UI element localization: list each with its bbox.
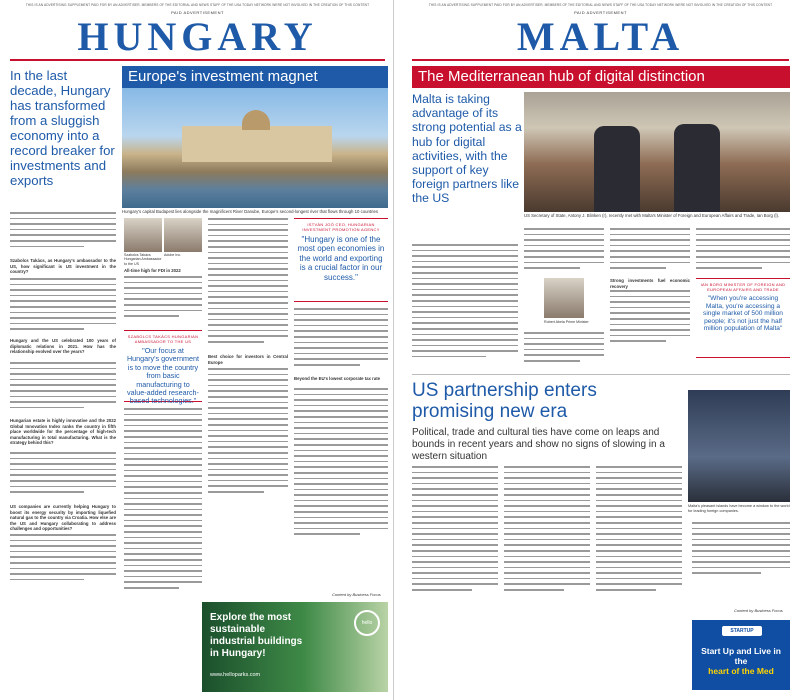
ambassador-portrait <box>124 218 162 252</box>
body-text <box>412 244 518 361</box>
prime-minister-portrait <box>544 278 584 318</box>
pull-quote-ambassador <box>124 330 202 406</box>
pull-quote-borg <box>696 278 790 358</box>
hungary-deck: In the last decade, Hungary has transformed from a sluggish economy into a record breaker for investments and exports <box>10 68 115 188</box>
body-text <box>524 228 604 273</box>
hungary-col-4 <box>294 308 388 596</box>
startup-malta-ad[interactable] <box>692 620 790 690</box>
body-text <box>524 332 604 366</box>
body-text <box>412 466 498 595</box>
hungary-col-1 <box>10 212 116 592</box>
disclaimer: THIS IS AN ADVERTISING SUPPLEMENT PAID FOR BY AN ADVERTISER. MEMBERS OF THE EDITORIAL AND NEWS STAFF OF THE USA TODAY NETWORK WERE NOT INVOLVED IN THE CREATION OF THIS CONTENT <box>25 3 370 7</box>
blinken-borg-photo <box>524 92 790 212</box>
pull-quote-text: "Our focus at Hungary's government is to move the country from basic manufacturing to value-added research-based technologies." <box>126 346 200 406</box>
contributor-credit: Content by Business Focus <box>734 608 783 613</box>
malta-islands-photo <box>688 390 790 502</box>
second-portrait-caption: Adobe Inc. <box>164 253 182 257</box>
us-partnership-headline: US partnership enters promising new era <box>412 380 597 422</box>
hungary-col-2 <box>124 268 202 328</box>
malta-deck: Malta is taking advantage of its strong potential as a hub for digital activities, with the support of key foreign partners like the US <box>412 92 522 206</box>
body-text <box>692 522 790 578</box>
body-text <box>10 278 116 334</box>
question-3: Hungarian estate is highly innovative and the 2022 Global Innovation Index ranks the country in fifth place worldwide for the percentage of high-tech manufacturing in total manufacturing. What is the strategy behind this? <box>10 418 116 446</box>
body-text <box>610 228 690 273</box>
title-rule <box>412 59 789 61</box>
ad-headline-line-1: Start Up and Live in the <box>701 646 781 666</box>
pull-quote-attribution: IAN BORG MINISTER OF FOREIGN AND EUROPEAN AFFAIRS AND TRADE <box>700 282 786 292</box>
best-choice-subhead: Best choice for investors in Central Europe <box>208 354 288 365</box>
disclaimer: THIS IS AN ADVERTISING SUPPLEMENT PAID FOR BY AN ADVERTISER. MEMBERS OF THE EDITORIAL AND NEWS STAFF OF THE USA TODAY NETWORK WERE NOT INVOLVED IN THE CREATION OF THIS CONTENT <box>428 3 773 7</box>
hungary-photo-caption: Hungary's capital Budapest lies alongside the magnificent River Danube, Europe's second-longest river that flows through 10 countries <box>122 209 379 214</box>
tax-subhead: Beyond the EU's lowest corporate tax rate <box>294 376 381 381</box>
malta-banner: The Mediterranean hub of digital distinction <box>412 66 790 88</box>
pull-quote-attribution: ISTVÁN JOÓ CEO, HUNGARIAN INVESTMENT PROMOTION AGENCY <box>302 222 380 232</box>
second-portrait <box>164 218 202 252</box>
malta-islands-caption: Malta's pleasant islands have become a window to the world for leading foreign companies. <box>688 504 790 513</box>
ad-url: www.helloparks.com <box>210 672 261 678</box>
body-text <box>504 466 590 595</box>
strong-investments-subhead: Strong investments fuel economic recovery <box>610 278 690 289</box>
paid-label: PAID ADVERTISEMENT <box>171 10 224 15</box>
person-figure <box>674 124 720 212</box>
body-text <box>124 276 202 321</box>
body-text <box>208 368 288 497</box>
helloparks-logo: hello <box>354 610 380 636</box>
malta-page <box>404 0 797 700</box>
body-text <box>10 452 116 497</box>
question-2: Hungary and the US celebrated 100 years of diplomatic relations in 2021. How has the relationship evolved over the years? <box>10 338 116 355</box>
question-4: US companies are currently helping Hungary to boost its energy security by importing liquefied natural gas to the country via Croatia. How else are the US and Hungary collaborating to address challenges and opportunities? <box>10 504 116 532</box>
ad-headline: Explore the most sustainable industrial buildings in Hungary! <box>210 612 303 659</box>
helloparks-ad[interactable] <box>202 602 388 692</box>
body-text <box>10 362 116 412</box>
budapest-photo <box>122 88 388 208</box>
hungary-page <box>2 0 394 700</box>
pull-quote-joo <box>294 218 388 302</box>
body-text <box>596 466 682 595</box>
parliament-dome <box>242 110 270 130</box>
hungary-title: HUNGARY <box>77 14 318 59</box>
malta-title: MALTA <box>516 14 685 59</box>
hungary-col-3 <box>208 218 288 598</box>
prime-minister-caption: Robert Abela Prime Minister <box>544 320 589 324</box>
malta-photo-caption: US Secretary of State, Antony J. Blinken (r), recently met with Malta's Minister of Foreign and European Affairs and Trade, Ian Borg (l). <box>524 213 780 218</box>
body-text <box>610 290 690 346</box>
body-text <box>10 534 116 584</box>
section-divider <box>412 374 790 375</box>
body-text <box>10 212 116 251</box>
pull-quote-attribution: SZABOLCS TAKÁCS HUNGARIAN AMBASSADOR TO THE US <box>127 334 199 344</box>
body-text <box>208 218 288 347</box>
title-rule <box>10 59 385 61</box>
us-partnership-subhead: Political, trade and cultural ties have come on leaps and bounds in recent years and show no signs of slowing in a western situation <box>412 427 665 462</box>
hungary-banner: Europe's investment magnet <box>122 66 388 88</box>
pull-quote-text: "Hungary is one of the most open economies in the world and exporting is a crucial factor in our success." <box>297 235 385 282</box>
body-text <box>294 308 388 370</box>
body-text <box>294 388 388 539</box>
parliament-building <box>182 126 332 162</box>
question-1: Szabolcs Takács, as Hungary's ambassador to the US, how significant is US investment in the country? <box>10 258 116 275</box>
paid-label: PAID ADVERTISEMENT <box>574 10 627 15</box>
fdi-subhead: All-time high for FDI in 2022 <box>124 268 181 273</box>
contributor-credit: Content by Business Focus <box>332 592 381 597</box>
body-text <box>696 228 790 273</box>
body-text <box>124 408 202 593</box>
person-figure <box>594 126 640 212</box>
ad-headline-line-2: heart of the Med <box>708 666 774 676</box>
startup-logo: STARTUP <box>722 626 762 636</box>
pull-quote-text: "When you're accessing Malta, you're accessing a single market of 500 million people; it's not just the half million population of Malta" <box>703 295 783 333</box>
ad-headline <box>696 646 786 676</box>
ambassador-caption: Szabolcs Takács Hungarian Ambassador to the US <box>124 253 162 266</box>
